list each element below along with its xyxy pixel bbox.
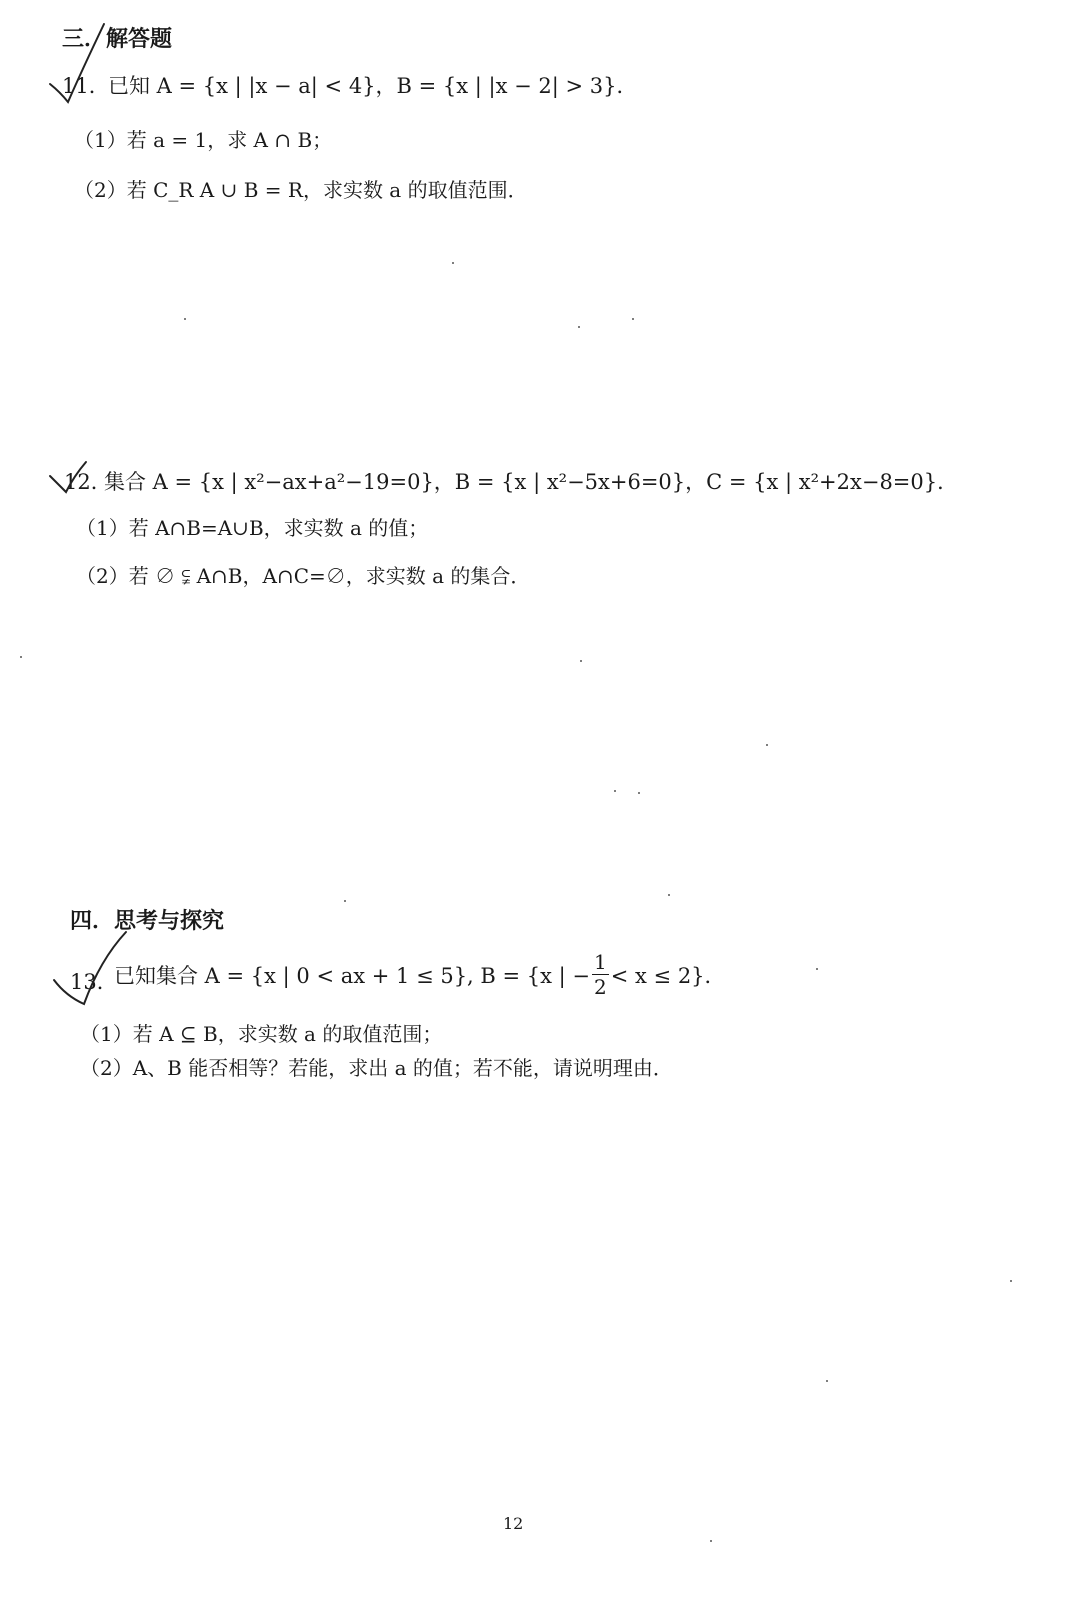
scan-speck	[668, 894, 670, 896]
section-heading-think-and-explore: 四．思考与探究	[70, 908, 225, 934]
scan-speck	[826, 1380, 828, 1382]
question-12-part-2: （2）若 ∅ ⫋ A∩B，A∩C=∅，求实数 a 的集合．	[76, 564, 531, 588]
scan-speck	[1010, 1280, 1012, 1282]
question-12-statement: 集合 A = {x | x²−ax+a²−19=0}，B = {x | x²−5x+6=0}，C = {x | x²+2x−8=0}．	[104, 470, 959, 494]
question-11-part-1: （1）若 a = 1，求 A ∩ B；	[74, 128, 333, 152]
page-number: 12	[503, 1514, 524, 1533]
fraction-one-half	[592, 952, 609, 997]
scan-speck	[632, 318, 634, 320]
question-13-part-2: （2）A、B 能否相等？若能，求出 a 的值；若不能，请说明理由．	[80, 1056, 673, 1080]
scan-speck	[614, 790, 616, 792]
question-12-part-1: （1）若 A∩B=A∪B，求实数 a 的值；	[76, 516, 429, 540]
fraction-numerator: 1	[594, 950, 607, 974]
scan-speck	[20, 656, 22, 658]
fraction-denominator: 2	[594, 975, 607, 999]
question-11-number: 11．	[62, 74, 110, 98]
scan-speck	[816, 968, 818, 970]
scan-speck	[710, 1540, 712, 1542]
question-11-part-2: （2）若 C_R A ∪ B = R，求实数 a 的取值范围．	[74, 178, 528, 202]
question-13-number: 13．	[70, 970, 118, 994]
question-13-statement	[114, 952, 726, 997]
scan-speck	[452, 262, 454, 264]
question-13-statement-part-a: 已知集合 A = {x | 0 < ax + 1 ≤ 5}, B = {x | −	[114, 963, 591, 988]
question-12-number: 12．	[64, 470, 112, 494]
scan-speck	[344, 900, 346, 902]
scan-speck	[184, 318, 186, 320]
scan-speck	[638, 792, 640, 794]
scan-speck	[578, 326, 580, 328]
question-13-part-1: （1）若 A ⊆ B，求实数 a 的取值范围；	[80, 1022, 443, 1046]
scan-speck	[766, 744, 768, 746]
question-13-statement-part-b: < x ≤ 2}．	[610, 963, 726, 988]
question-11-statement: 已知 A = {x | |x − a| < 4}，B = {x | |x − 2| > 3}．	[108, 74, 638, 98]
scan-speck	[580, 660, 582, 662]
section-heading-answer-questions: 三．解答题	[62, 26, 173, 52]
